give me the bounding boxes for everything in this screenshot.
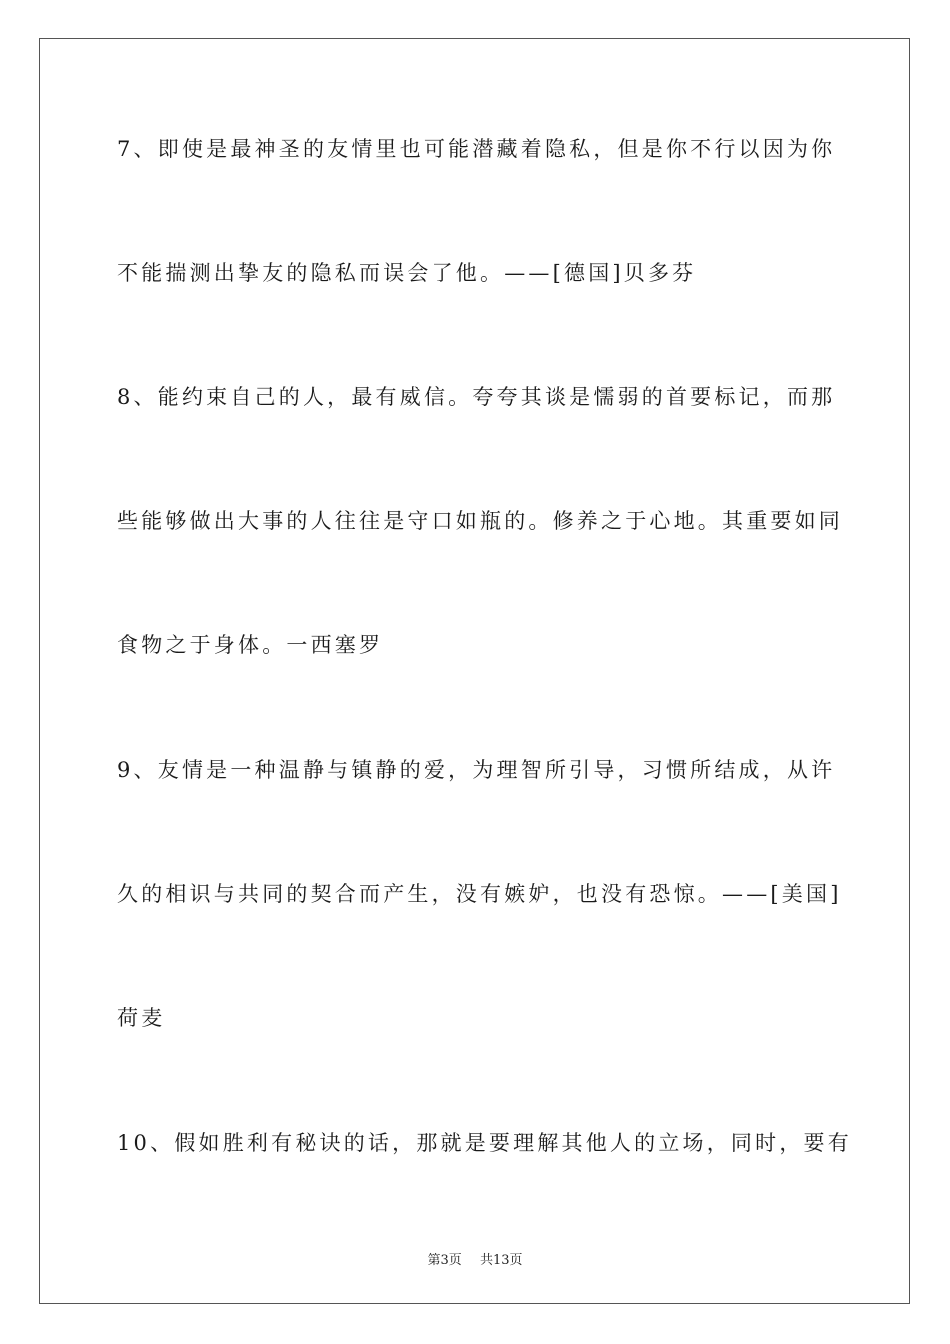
text-line-5: 食物之于身体。一西塞罗 xyxy=(117,633,384,657)
text-line-7: 久的相识与共同的契合而产生，没有嫉妒，也没有恐惊。——[美国] xyxy=(117,882,842,906)
text-line-4: 些能够做出大事的人往往是守口如瓶的。修养之于心地。其重要如同 xyxy=(117,509,843,533)
text-line-6: 9、友情是一种温静与镇静的爱，为理智所引导，习惯所结成，从许 xyxy=(117,758,836,782)
text-line-1: 7、即使是最神圣的友情里也可能潜藏着隐私，但是你不行以因为你 xyxy=(117,137,836,161)
page-footer xyxy=(0,1249,950,1268)
page-frame xyxy=(39,38,910,1304)
text-line-8: 荷麦 xyxy=(117,1006,166,1030)
page-number: 第3页 xyxy=(427,1253,462,1268)
text-line-9: 10、假如胜利有秘诀的话，那就是要理解其他人的立场，同时，要有 xyxy=(117,1131,852,1155)
text-line-3: 8、能约束自己的人，最有威信。夸夸其谈是懦弱的首要标记，而那 xyxy=(117,385,836,409)
text-line-2: 不能揣测出挚友的隐私而误会了他。——[德国]贝多芬 xyxy=(117,261,697,285)
page-total: 共13页 xyxy=(479,1253,523,1268)
